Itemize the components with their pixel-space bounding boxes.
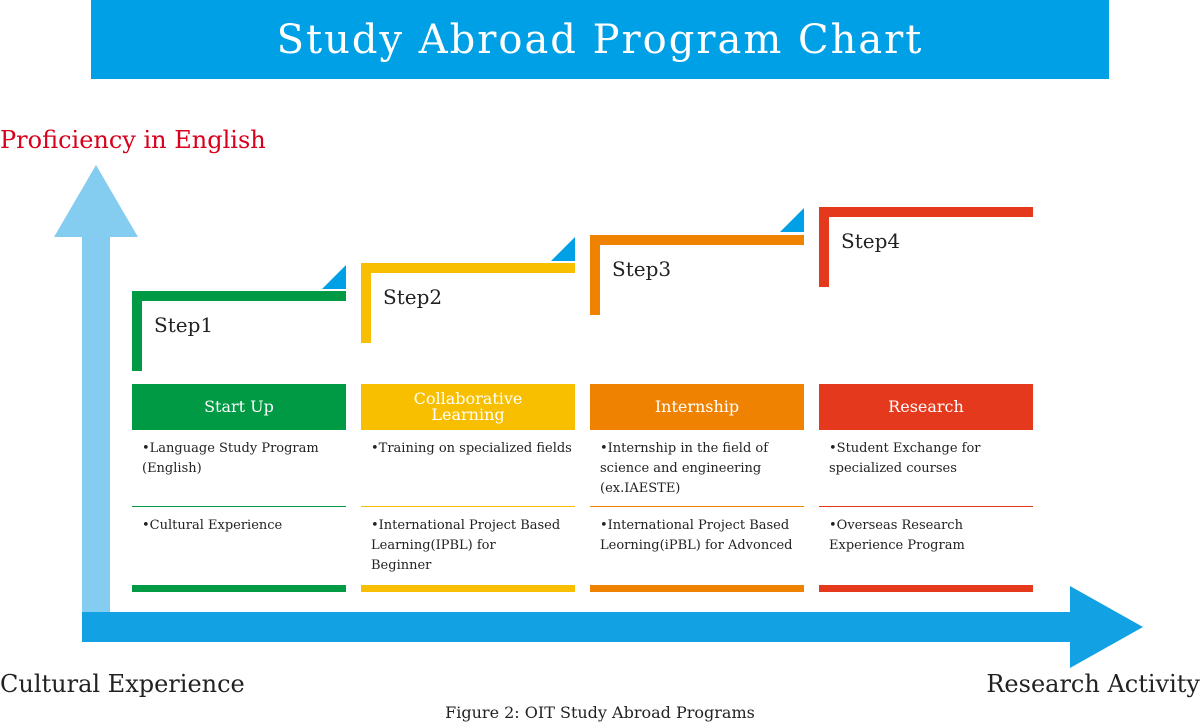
step2-item-1: •Training on specialized fields: [371, 441, 572, 456]
step1-bracket-side: [132, 291, 142, 371]
step1-item-1: •Language Study Program (English): [142, 441, 319, 476]
step4-header: [819, 384, 1033, 430]
step4-separator: [819, 506, 1033, 507]
step4-bracket-top: [819, 207, 1033, 217]
step4-item-1: •Student Exchange for specialized courses: [829, 441, 981, 476]
step1-label: Step1: [154, 313, 214, 337]
y-axis-label: Proficiency in English: [0, 126, 266, 154]
step3-label: Step3: [612, 257, 672, 281]
step3-item-1: •Internship in the field of science and engineering (ex.IAESTE): [600, 441, 769, 496]
step3-bracket-side: [590, 235, 600, 315]
step2-bracket-side: [361, 263, 371, 343]
x-axis-right-label: Research Activity: [986, 670, 1200, 698]
x-axis-arrow: [82, 586, 1143, 668]
step2-label: Step2: [383, 285, 443, 309]
step2-item-2: •International Project Based Learning(IPBL) for Beginner: [371, 518, 561, 573]
step1-header-text: Start Up: [204, 397, 274, 416]
step1-item-2: •Cultural Experience: [142, 518, 283, 533]
step3-footer-bar: [590, 585, 804, 592]
step4-footer-bar: [819, 585, 1033, 592]
page-title: Study Abroad Program Chart: [276, 16, 924, 63]
x-axis-left-label: Cultural Experience: [0, 670, 245, 698]
step4-label: Step4: [841, 229, 901, 253]
y-axis-arrow: [54, 165, 138, 615]
step1-separator: [132, 506, 346, 507]
triangle-icon: [322, 265, 346, 289]
step2-header: [361, 384, 575, 430]
step3-bracket-top: [590, 235, 804, 245]
step2-separator: [361, 506, 575, 507]
triangle-icon: [780, 208, 804, 232]
step4-item-2: •Overseas Research Experience Program: [829, 518, 965, 553]
step3-header-text: Internship: [654, 397, 740, 416]
step4-bracket-side: [819, 207, 829, 287]
step1-header: [132, 384, 346, 430]
step3-separator: [590, 506, 804, 507]
step4-header-text: Research: [888, 397, 964, 416]
step2-bracket-top: [361, 263, 575, 273]
step1-footer-bar: [132, 585, 346, 592]
step1-bracket-top: [132, 291, 346, 301]
step2-header-text: Collaborative Learning: [413, 389, 523, 424]
triangle-icon: [551, 237, 575, 261]
figure-caption: Figure 2: OIT Study Abroad Programs: [445, 703, 755, 722]
step3-header: [590, 384, 804, 430]
step3-item-2: •International Project Based Leorning(iPBL) for Advonced: [600, 518, 793, 553]
step2-footer-bar: [361, 585, 575, 592]
